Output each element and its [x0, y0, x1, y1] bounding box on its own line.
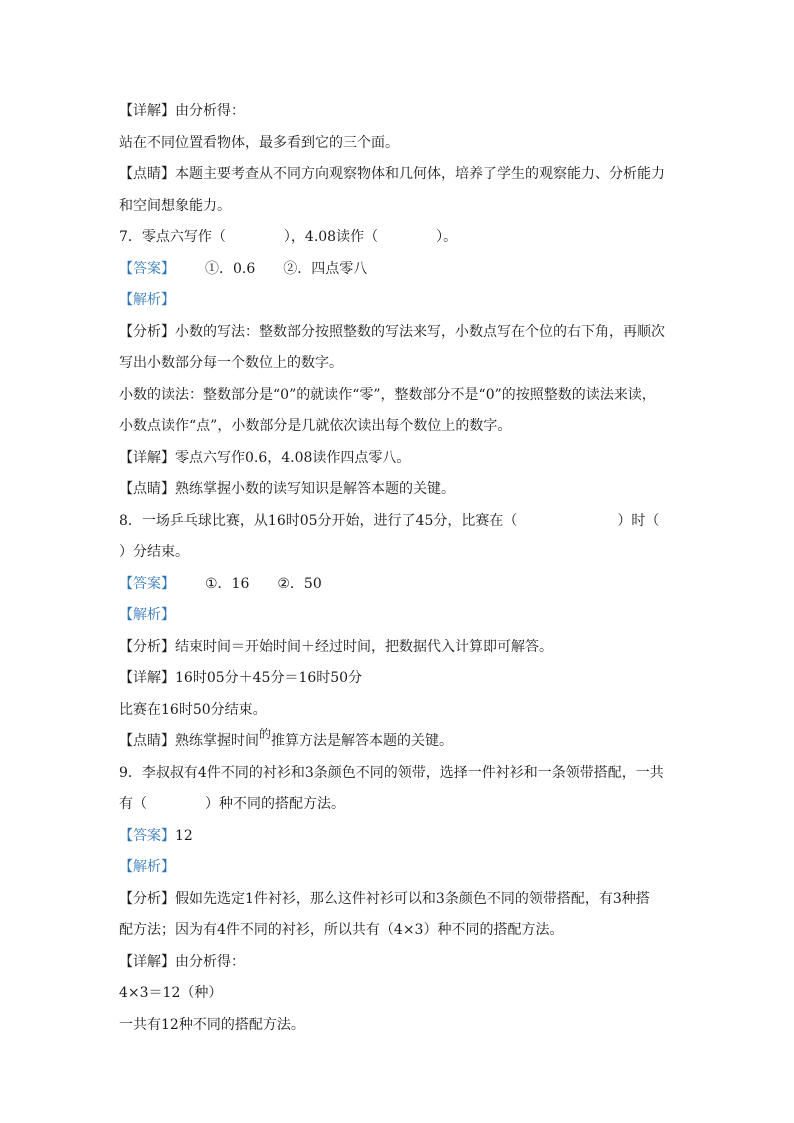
comment-text: 熟练掌握时间 [175, 733, 259, 749]
text-line: 小数的读法：整数部分是“0”的就读作“零”，整数部分不是“0”的按照整数的读法来读， [119, 386, 656, 403]
text-line: 小数点读作“点”，小数部分是几就依次读出每个数位上的数字。 [119, 418, 512, 434]
analysis-tag: 【分析】 [119, 890, 175, 907]
question-7-part: ）。 [436, 229, 458, 245]
question-7-part: ），4.08读作（ [283, 229, 379, 245]
text-line: 4×3＝12（种） [119, 985, 223, 1001]
question-8-part: 8．一场乒乓球比赛，从16时05分开始，进行了45分，比赛在（ [119, 512, 518, 529]
detail-text: 零点六写作0.6，4.08读作四点零八。 [175, 449, 411, 466]
text-line: 一共有12种不同的搭配方法。 [119, 1016, 305, 1033]
text-line: 配方法；因为有4件不同的衬衫，所以共有（4×3）种不同的搭配方法。 [119, 922, 564, 938]
analysis-line [119, 884, 689, 916]
text-line: ）分结束。 [119, 544, 189, 560]
text-line: 站在不同位置看物体，最多看到它的三个面。 [119, 134, 399, 151]
question-7 [119, 222, 689, 254]
answer-line [119, 254, 689, 286]
detail-line [119, 96, 689, 128]
comment-tag: 【点睛】 [119, 481, 175, 497]
analysis-tag: 【分析】 [119, 323, 175, 340]
question-9-part: ）种不同的搭配方法。 [205, 796, 345, 812]
analysis-line [119, 632, 689, 664]
answer-tag: 【答案】 [119, 575, 175, 592]
answer-line [119, 821, 689, 853]
comment-tag: 【点睛】 [119, 733, 175, 749]
comment-text: 推算方法是解答本题的关键。 [271, 733, 454, 749]
text-line: 比赛在16时50分结束。 [119, 701, 267, 718]
comment-line [119, 726, 689, 758]
comment-text: 本题主要考查从不同方向观察物体和几何体，培养了学生的观察能力、分析能力 [175, 166, 665, 182]
text-line: 写出小数部分每一个数位上的数字。 [119, 355, 343, 371]
answer-text: ①．16 ②．50 [205, 575, 322, 592]
document-page [119, 96, 689, 1041]
question-8 [119, 506, 689, 538]
text-line: 和空间想象能力。 [119, 197, 231, 214]
detail-line [119, 947, 689, 979]
question-9: 9．李叔叔有4件不同的衬衫和3条颜色不同的领带，选择一件衬衫和一条领带搭配，一共 [119, 764, 664, 781]
detail-tag: 【详解】 [119, 449, 175, 466]
question-7-part: 7．零点六写作（ [119, 229, 226, 245]
analysis-heading: 【解析】 [119, 292, 175, 308]
comment-tag: 【点睛】 [119, 166, 175, 182]
detail-text: 由分析得： [175, 953, 245, 970]
detail-tag: 【详解】 [119, 103, 175, 119]
detail-tag: 【详解】 [119, 670, 175, 686]
comment-line [119, 159, 689, 191]
analysis-heading: 【解析】 [119, 859, 175, 875]
detail-tag: 【详解】 [119, 953, 175, 970]
answer-text: ①．0.6 ②．四点零八 [205, 260, 368, 277]
answer-tag: 【答案】 [119, 260, 175, 277]
analysis-text: 小数的写法：整数部分按照整数的写法来写，小数点写在个位的右下角，再顺次 [175, 323, 665, 340]
answer-line [119, 569, 689, 601]
detail-line [119, 663, 689, 695]
question-8-part: ）时（ [617, 512, 660, 529]
answer-text: 12 [175, 827, 193, 844]
comment-line [119, 474, 689, 506]
analysis-heading: 【解析】 [119, 607, 175, 623]
answer-tag: 【答案】 [119, 827, 175, 844]
analysis-text: 假如先选定1件衬衫，那么这件衬衫可以和3条颜色不同的领带搭配，有3种搭 [175, 890, 650, 907]
detail-text: 由分析得： [175, 103, 245, 119]
comment-text: 熟练掌握小数的读写知识是解答本题的关键。 [175, 481, 455, 497]
analysis-tag: 【分析】 [119, 638, 175, 655]
superscript-char: 的 [259, 727, 272, 741]
detail-text: 16时05分＋45分＝16时50分 [175, 670, 363, 686]
question-9-part: 有（ [119, 796, 147, 812]
analysis-line [119, 317, 689, 349]
detail-line [119, 443, 689, 475]
question-9-cont [119, 789, 689, 821]
analysis-text: 结束时间＝开始时间＋经过时间，把数据代入计算即可解答。 [175, 638, 553, 655]
